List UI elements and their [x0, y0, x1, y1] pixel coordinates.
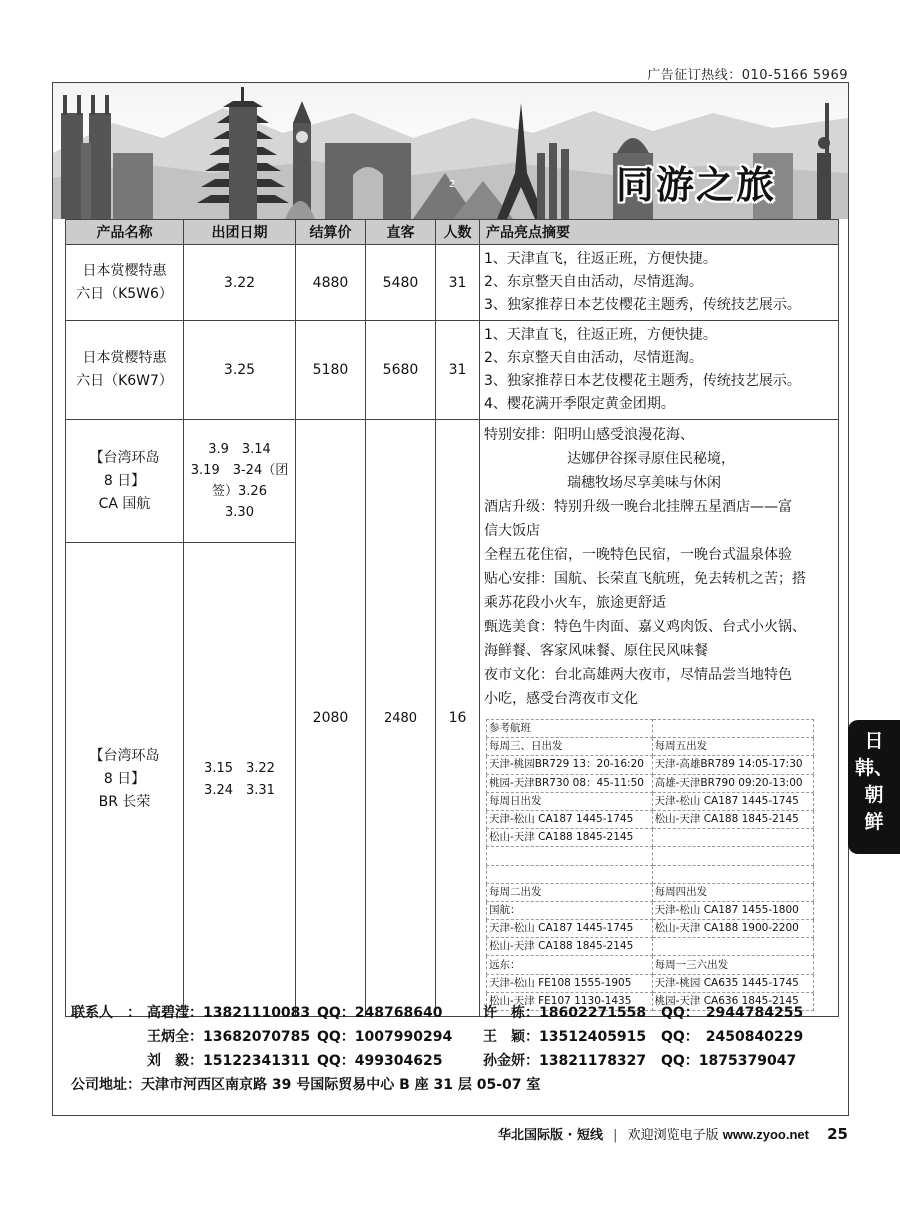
highlight-line: 4、樱花满开季限定黄金团期。	[484, 396, 675, 412]
footer-welcome: 欢迎浏览电子版	[627, 1128, 719, 1143]
section-tab-japan-korea[interactable]	[848, 720, 900, 854]
flight-cell: 高雄-天津BR790 09:20-13:00	[652, 774, 813, 792]
flight-row	[487, 738, 814, 756]
company-address: 公司地址：天津市河西区南京路 39 号国际贸易中心 B 座 31 层 05-07 室	[71, 1077, 541, 1093]
flight-cell: 每周一三六出发	[652, 956, 813, 974]
direct-price: 2480	[366, 420, 436, 1017]
header-product-name: 产品名称	[66, 220, 184, 245]
direct-price: 5680	[366, 321, 436, 420]
website-link[interactable]: www.zyoo.net	[722, 1127, 809, 1142]
flight-cell: 国航：	[487, 901, 653, 919]
highlight-line: 3、独家推荐日本艺伎樱花主题秀，传统技艺展示。	[484, 297, 801, 313]
side-tab-char: 朝	[864, 784, 884, 806]
table-row	[66, 245, 839, 321]
highlight-line: 甄选美食：特色牛肉面、嘉义鸡肉饭、台式小火锅、	[484, 619, 806, 635]
table-row	[66, 420, 839, 543]
product-name	[66, 245, 184, 321]
highlight-line: 酒店升级：特别升级一晚台北挂牌五星酒店——富	[484, 499, 792, 515]
contact-name-phone: 刘 毅：15122341311	[147, 1053, 311, 1069]
side-tab-char: 韩、	[854, 757, 893, 779]
settlement-price: 5180	[296, 321, 366, 420]
product-name-line: 8 日】	[103, 771, 146, 788]
highlight-line: 3、独家推荐日本艺伎樱花主题秀，传统技艺展示。	[484, 373, 801, 389]
flight-cell: 天津-桃园BR729 13：20-16:20	[487, 756, 653, 774]
date-line: 3.9 3.14	[208, 442, 271, 458]
contacts-label: 联系人 ：	[71, 1005, 141, 1021]
departure-date	[184, 543, 296, 1017]
highlight-line: 贴心安排：国航、长荣直飞航班，免去转机之苦；搭	[484, 571, 806, 587]
flight-cell: 松山-天津 CA188 1900-2200	[652, 920, 813, 938]
flight-cell: 松山-天津 FE107 1130-1435	[487, 992, 653, 1010]
people-count: 31	[436, 321, 480, 420]
flight-cell	[487, 865, 653, 883]
taiwan-highlights-cell	[480, 420, 839, 1017]
flight-cell: 每周五出发	[652, 738, 813, 756]
flight-cell: 每周四出发	[652, 883, 813, 901]
flight-row	[487, 847, 814, 865]
header-departure-date: 出团日期	[184, 220, 296, 245]
contact-row	[71, 1001, 841, 1025]
flight-cell: 参考航班	[487, 720, 653, 738]
flight-cell: 松山-天津 CA188 1845-2145	[652, 810, 813, 828]
highlight-line: 2、东京整天自由活动，尽情逛淘。	[484, 274, 703, 290]
flight-row	[487, 774, 814, 792]
flight-row	[487, 883, 814, 901]
highlight-line: 乘苏花段小火车，旅途更舒适	[484, 595, 666, 611]
flight-cell	[487, 847, 653, 865]
highlight-line: 特别安排：阳明山感受浪漫花海、	[484, 427, 694, 443]
date-line: 签）3.26	[212, 484, 267, 500]
people-count: 16	[436, 420, 480, 1017]
highlight-line: 1、天津直飞，往返正班，方便快捷。	[484, 251, 717, 267]
flight-row	[487, 829, 814, 847]
flight-cell: 松山-天津 CA188 1845-2145	[487, 829, 653, 847]
flight-cell: 桃园-天津 CA636 1845-2145	[652, 992, 813, 1010]
header-direct-price: 直客	[366, 220, 436, 245]
banner-title: 同游之旅	[615, 163, 776, 207]
contact-qq: QQ：499304625	[317, 1053, 443, 1069]
ad-hotline: 广告征订热线：010-5166 5969	[647, 68, 848, 83]
highlights-cell	[480, 245, 839, 321]
header-people: 人数	[436, 220, 480, 245]
highlight-line: 达娜伊谷探寻原住民秘境，	[567, 451, 735, 467]
flight-cell: 天津-松山 CA187 1445-1745	[487, 810, 653, 828]
flight-cell: 天津-桃园 CA635 1445-1745	[652, 974, 813, 992]
footer-separator: |	[613, 1128, 618, 1143]
flight-row	[487, 974, 814, 992]
flight-cell: 天津-高雄BR789 14:05-17:30	[652, 756, 813, 774]
flight-cell	[652, 829, 813, 847]
flight-cell: 桃园-天津BR730 08：45-11:50	[487, 774, 653, 792]
contact-name-phone: 孙金妍：13821178327	[483, 1053, 647, 1069]
product-name-line: 【台湾环岛	[89, 449, 160, 466]
banner-badge: 2	[449, 179, 456, 190]
product-name-line: 日本赏樱特惠	[82, 262, 167, 279]
flight-cell	[652, 865, 813, 883]
table-row	[66, 321, 839, 420]
departure-date: 3.25	[184, 321, 296, 420]
page-frame	[52, 82, 849, 1116]
departure-date	[184, 420, 296, 543]
side-tab-char: 日	[864, 730, 884, 752]
contact-row	[71, 1049, 841, 1073]
flight-cell: 松山-天津 CA188 1845-2145	[487, 938, 653, 956]
date-line: 3.24 3.31	[204, 782, 275, 798]
product-name-line: 8 日】	[103, 472, 146, 489]
flight-row	[487, 956, 814, 974]
header-highlights: 产品亮点摘要	[480, 220, 839, 245]
flight-cell	[652, 720, 813, 738]
flight-row	[487, 938, 814, 956]
contact-name-phone: 高碧滢：13821110083	[147, 1005, 311, 1021]
page-number: 25	[827, 1125, 848, 1143]
flight-row	[487, 756, 814, 774]
settlement-price: 4880	[296, 245, 366, 321]
flight-row	[487, 792, 814, 810]
product-name-line: CA 国航	[98, 495, 151, 512]
highlight-line: 夜市文化：台北高雄两大夜市，尽情品尝当地特色	[484, 667, 792, 683]
product-name	[66, 321, 184, 420]
flight-cell	[652, 847, 813, 865]
contact-name-phone: 王炳全：13682070785	[147, 1029, 311, 1045]
product-name-line: 日本赏樱特惠	[82, 350, 167, 366]
highlights-cell	[480, 321, 839, 420]
flight-cell	[652, 938, 813, 956]
product-name	[66, 543, 184, 1017]
flight-cell: 每周三、日出发	[487, 738, 653, 756]
date-line: 3.30	[225, 505, 254, 521]
contact-name-phone: 王 颖：13512405915	[483, 1029, 647, 1045]
product-name	[66, 420, 184, 543]
reference-flights-table	[486, 719, 814, 1011]
tour-products-table	[65, 219, 839, 1017]
flight-row	[487, 720, 814, 738]
table-header-row	[66, 220, 839, 245]
flight-cell: 每周日出发	[487, 792, 653, 810]
contact-qq: QQ： 2944784255	[661, 1005, 804, 1021]
side-tab-char: 鲜	[864, 811, 884, 833]
highlight-line: 信大饭店	[484, 523, 540, 539]
flight-row	[487, 901, 814, 919]
flight-row	[487, 865, 814, 883]
product-name-line: 六日（K6W7）	[76, 373, 173, 389]
product-name-line: BR 长荣	[98, 794, 151, 811]
publication-name: 华北国际版 · 短线	[497, 1128, 603, 1143]
settlement-price: 2080	[296, 420, 366, 1017]
highlight-line: 2、东京整天自由活动，尽情逛淘。	[484, 350, 703, 366]
product-name-line: 【台湾环岛	[89, 748, 160, 765]
contact-qq: QQ：248768640	[317, 1005, 443, 1021]
departure-date: 3.22	[184, 245, 296, 321]
header-settlement-price: 结算价	[296, 220, 366, 245]
date-line: 3.15 3.22	[204, 760, 275, 776]
highlight-line: 海鲜餐、客家风味餐、原住民风味餐	[484, 643, 708, 659]
highlight-line: 1、天津直飞，往返正班，方便快捷。	[484, 327, 717, 343]
flight-row	[487, 920, 814, 938]
highlight-line: 全程五花住宿，一晚特色民宿，一晚台式温泉体验	[484, 547, 792, 563]
contact-qq: QQ：1875379047	[661, 1053, 797, 1069]
flight-cell: 远东：	[487, 956, 653, 974]
direct-price: 5480	[366, 245, 436, 321]
date-line: 3.19 3-24（团	[190, 463, 289, 479]
flight-cell: 天津-松山 CA187 1455-1800	[652, 901, 813, 919]
contacts-section	[71, 1001, 841, 1097]
contact-row	[71, 1025, 841, 1049]
highlight-line: 瑞穗牧场尽享美味与休闲	[567, 475, 721, 491]
flight-cell: 每周二出发	[487, 883, 653, 901]
landmarks-banner	[53, 83, 848, 219]
page-footer	[498, 1124, 848, 1143]
contact-name-phone: 许 栋：18602271558	[483, 1005, 647, 1021]
people-count: 31	[436, 245, 480, 321]
address-row	[71, 1073, 841, 1097]
flight-cell: 天津-松山 FE108 1555-1905	[487, 974, 653, 992]
flight-cell: 天津-松山 CA187 1445-1745	[487, 920, 653, 938]
contact-qq: QQ：1007990294	[317, 1029, 453, 1045]
product-name-line: 六日（K5W6）	[76, 285, 173, 302]
flight-cell: 天津-松山 CA187 1445-1745	[652, 792, 813, 810]
flight-row	[487, 810, 814, 828]
highlight-line: 小吃，感受台湾夜市文化	[484, 691, 638, 707]
contact-qq: QQ： 2450840229	[661, 1029, 804, 1045]
